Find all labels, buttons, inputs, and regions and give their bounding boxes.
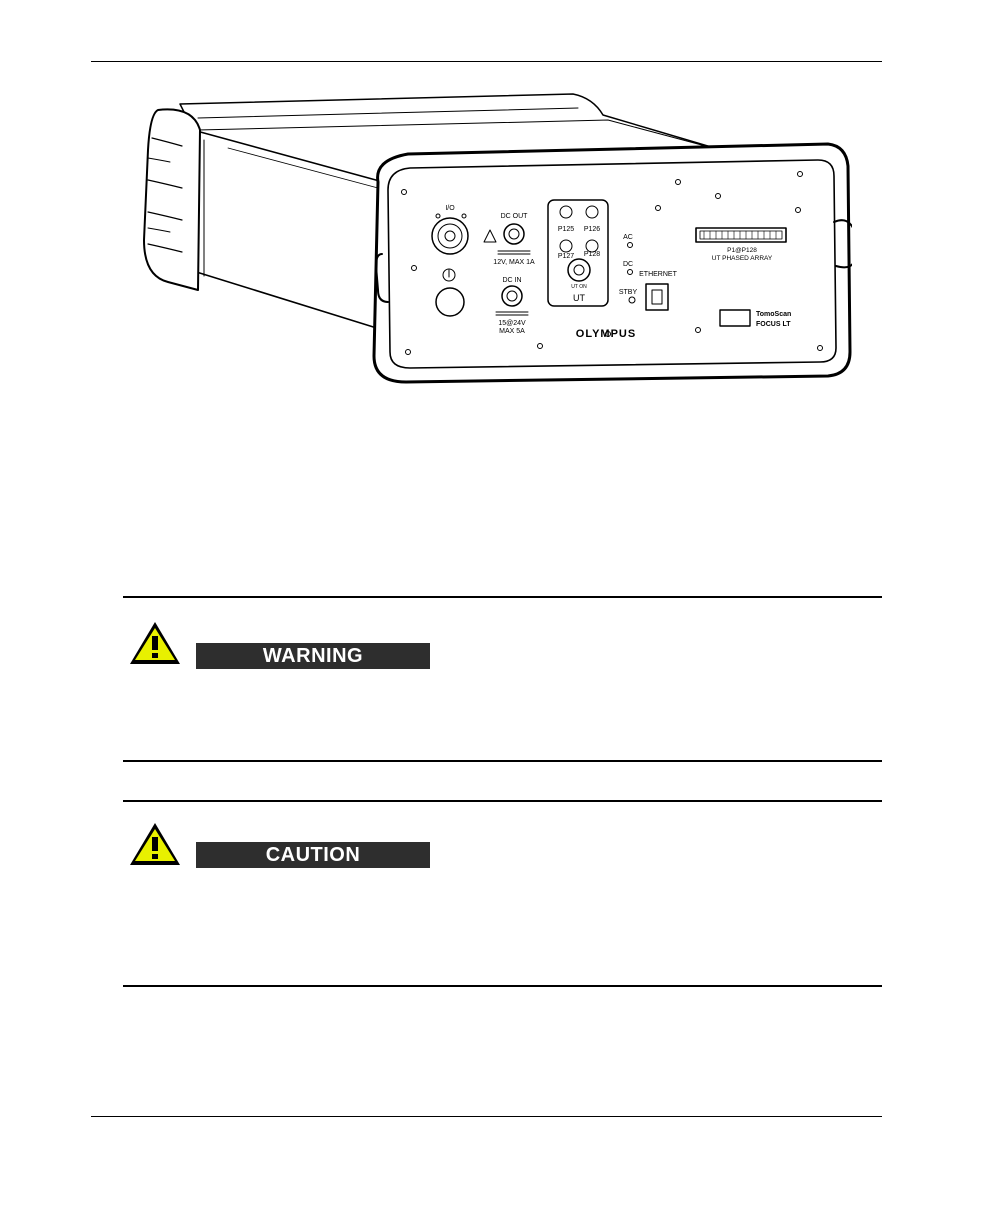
stby-label: STBY xyxy=(618,289,638,296)
dc-out-label: DC OUT xyxy=(500,213,528,220)
device-rear-panel-illustration xyxy=(138,90,852,390)
p126-label: P126 xyxy=(583,226,601,233)
product-line2: FOCUS LT xyxy=(756,321,791,328)
warning-signal-word: WARNING xyxy=(196,643,430,669)
dc-out-rating-label: 12V, MAX 1A xyxy=(493,259,535,266)
caution-triangle-icon xyxy=(127,820,183,868)
p128-label: P128 xyxy=(583,251,601,258)
dc-label: DC xyxy=(622,261,634,268)
dc-in-label: DC IN xyxy=(502,277,522,284)
footer-rule xyxy=(91,1116,882,1117)
io-label: I/O xyxy=(445,205,455,212)
dc-in-rating-label: 15@24V xyxy=(498,320,526,327)
header-rule xyxy=(91,61,882,62)
caution-bottom-rule xyxy=(123,985,882,987)
warning-top-rule xyxy=(123,596,882,598)
warning-triangle-icon xyxy=(127,619,183,667)
ac-label: AC xyxy=(623,234,633,241)
pa-range-label: P1@P128 xyxy=(727,247,757,254)
p127-label: P127 xyxy=(557,253,575,260)
p125-label: P125 xyxy=(557,226,575,233)
warning-bottom-rule xyxy=(123,760,882,762)
ethernet-label: ETHERNET xyxy=(639,271,677,278)
dc-in-max-label: MAX 5A xyxy=(499,328,525,335)
caution-signal-word: CAUTION xyxy=(196,842,430,868)
brand-logo: OLYMPUS xyxy=(575,328,637,340)
pa-name-label: UT PHASED ARRAY xyxy=(711,255,773,262)
caution-top-rule xyxy=(123,800,882,802)
product-line1: TomoScan xyxy=(756,311,792,318)
ut-on-label: UT ON xyxy=(571,284,587,290)
ut-label: UT xyxy=(573,293,585,303)
